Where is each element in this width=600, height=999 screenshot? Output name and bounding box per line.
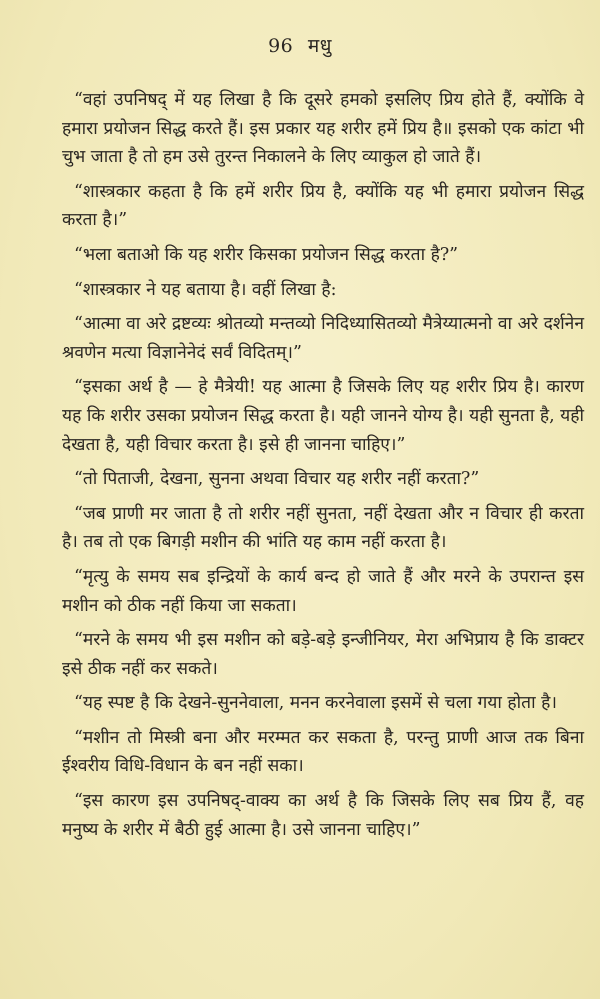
paragraph: “तो पिताजी, देखना, सुनना अथवा विचार यह शरीर नहीं करता?” [74, 469, 480, 490]
page-number: 96 [268, 35, 294, 57]
paragraph: “वहां उपनिषद् में यह लिखा है कि दूसरे हमको इसलिए प्रिय होते हैं, क्योंकि वे हमारा प्रयोजन सिद्ध करते हैं। इस प्रकार यह शरीर हमें प्रिय है॥ इसको एक कांटा भी चुभ जाता है तो हम उसे तुरन्त निकालने के लिए व्याकुल हो जाते हैं। [62, 90, 584, 168]
paragraph: “भला बताओ कि यह शरीर किसका प्रयोजन सिद्ध करता है?” [74, 244, 459, 265]
book-title: मधु [307, 35, 332, 57]
page-header [0, 32, 600, 58]
paragraph: “मशीन तो मिस्त्री बना और मरम्मत कर सकता है, परन्तु प्राणी आज तक बिना ईश्वरीय विधि-विधान के बन नहीं सका। [62, 727, 584, 777]
paragraph: “इसका अर्थ है — हे मैत्रेयी! यह आत्मा है जिसके लिए यह शरीर प्रिय है। कारण यह कि शरीर उसका प्रयोजन सिद्ध करता है। यही जानने योग्य है। यही सुनता है, यही देखता है, यही विचार करता है। इसे ही जानना चाहिए।” [62, 377, 584, 455]
page-body [62, 86, 584, 850]
paragraph: “इस कारण इस उपनिषद्-वाक्य का अर्थ है कि जिसके लिए सब प्रिय हैं, वह मनुष्य के शरीर में बैठी हुई आत्मा है। उसे जानना चाहिए।” [62, 791, 584, 840]
paragraph: “शास्त्रकार ने यह बताया है। वहीं लिखा है: [74, 279, 337, 300]
paragraph: “मृत्यु के समय सब इन्द्रियों के कार्य बन्द हो जाते हैं और मरने के उपरान्त इस मशीन को ठीक नहीं किया जा सकता। [62, 566, 584, 616]
paragraph: “मरने के समय भी इस मशीन को बड़े-बड़े इन्जीनियर, मेरा अभिप्राय है कि डाक्टर इसे ठीक नहीं कर सकते। [62, 630, 584, 679]
paragraph: “यह स्पष्ट है कि देखने-सुननेवाला, मनन करनेवाला इसमें से चला गया होता है। [74, 693, 557, 714]
paragraph: “शास्त्रकार कहता है कि हमें शरीर प्रिय है, क्योंकि यह भी हमारा प्रयोजन सिद्ध करता है।” [62, 181, 584, 231]
sanskrit-quote: “आत्मा वा अरे द्रष्टव्यः श्रोतव्यो मन्तव्यो निदिध्यासितव्यो मैत्रेय्यात्मनो वा अरे दर्शनेन श्रवणेन मत्या विज्ञानेनेदं सर्वं विदितम्।” [62, 314, 584, 363]
paragraph: “जब प्राणी मर जाता है तो शरीर नहीं सुनता, नहीं देखता और न विचार ही करता है। तब तो एक बिगड़ी मशीन की भांति यह काम नहीं करता है। [62, 503, 584, 553]
